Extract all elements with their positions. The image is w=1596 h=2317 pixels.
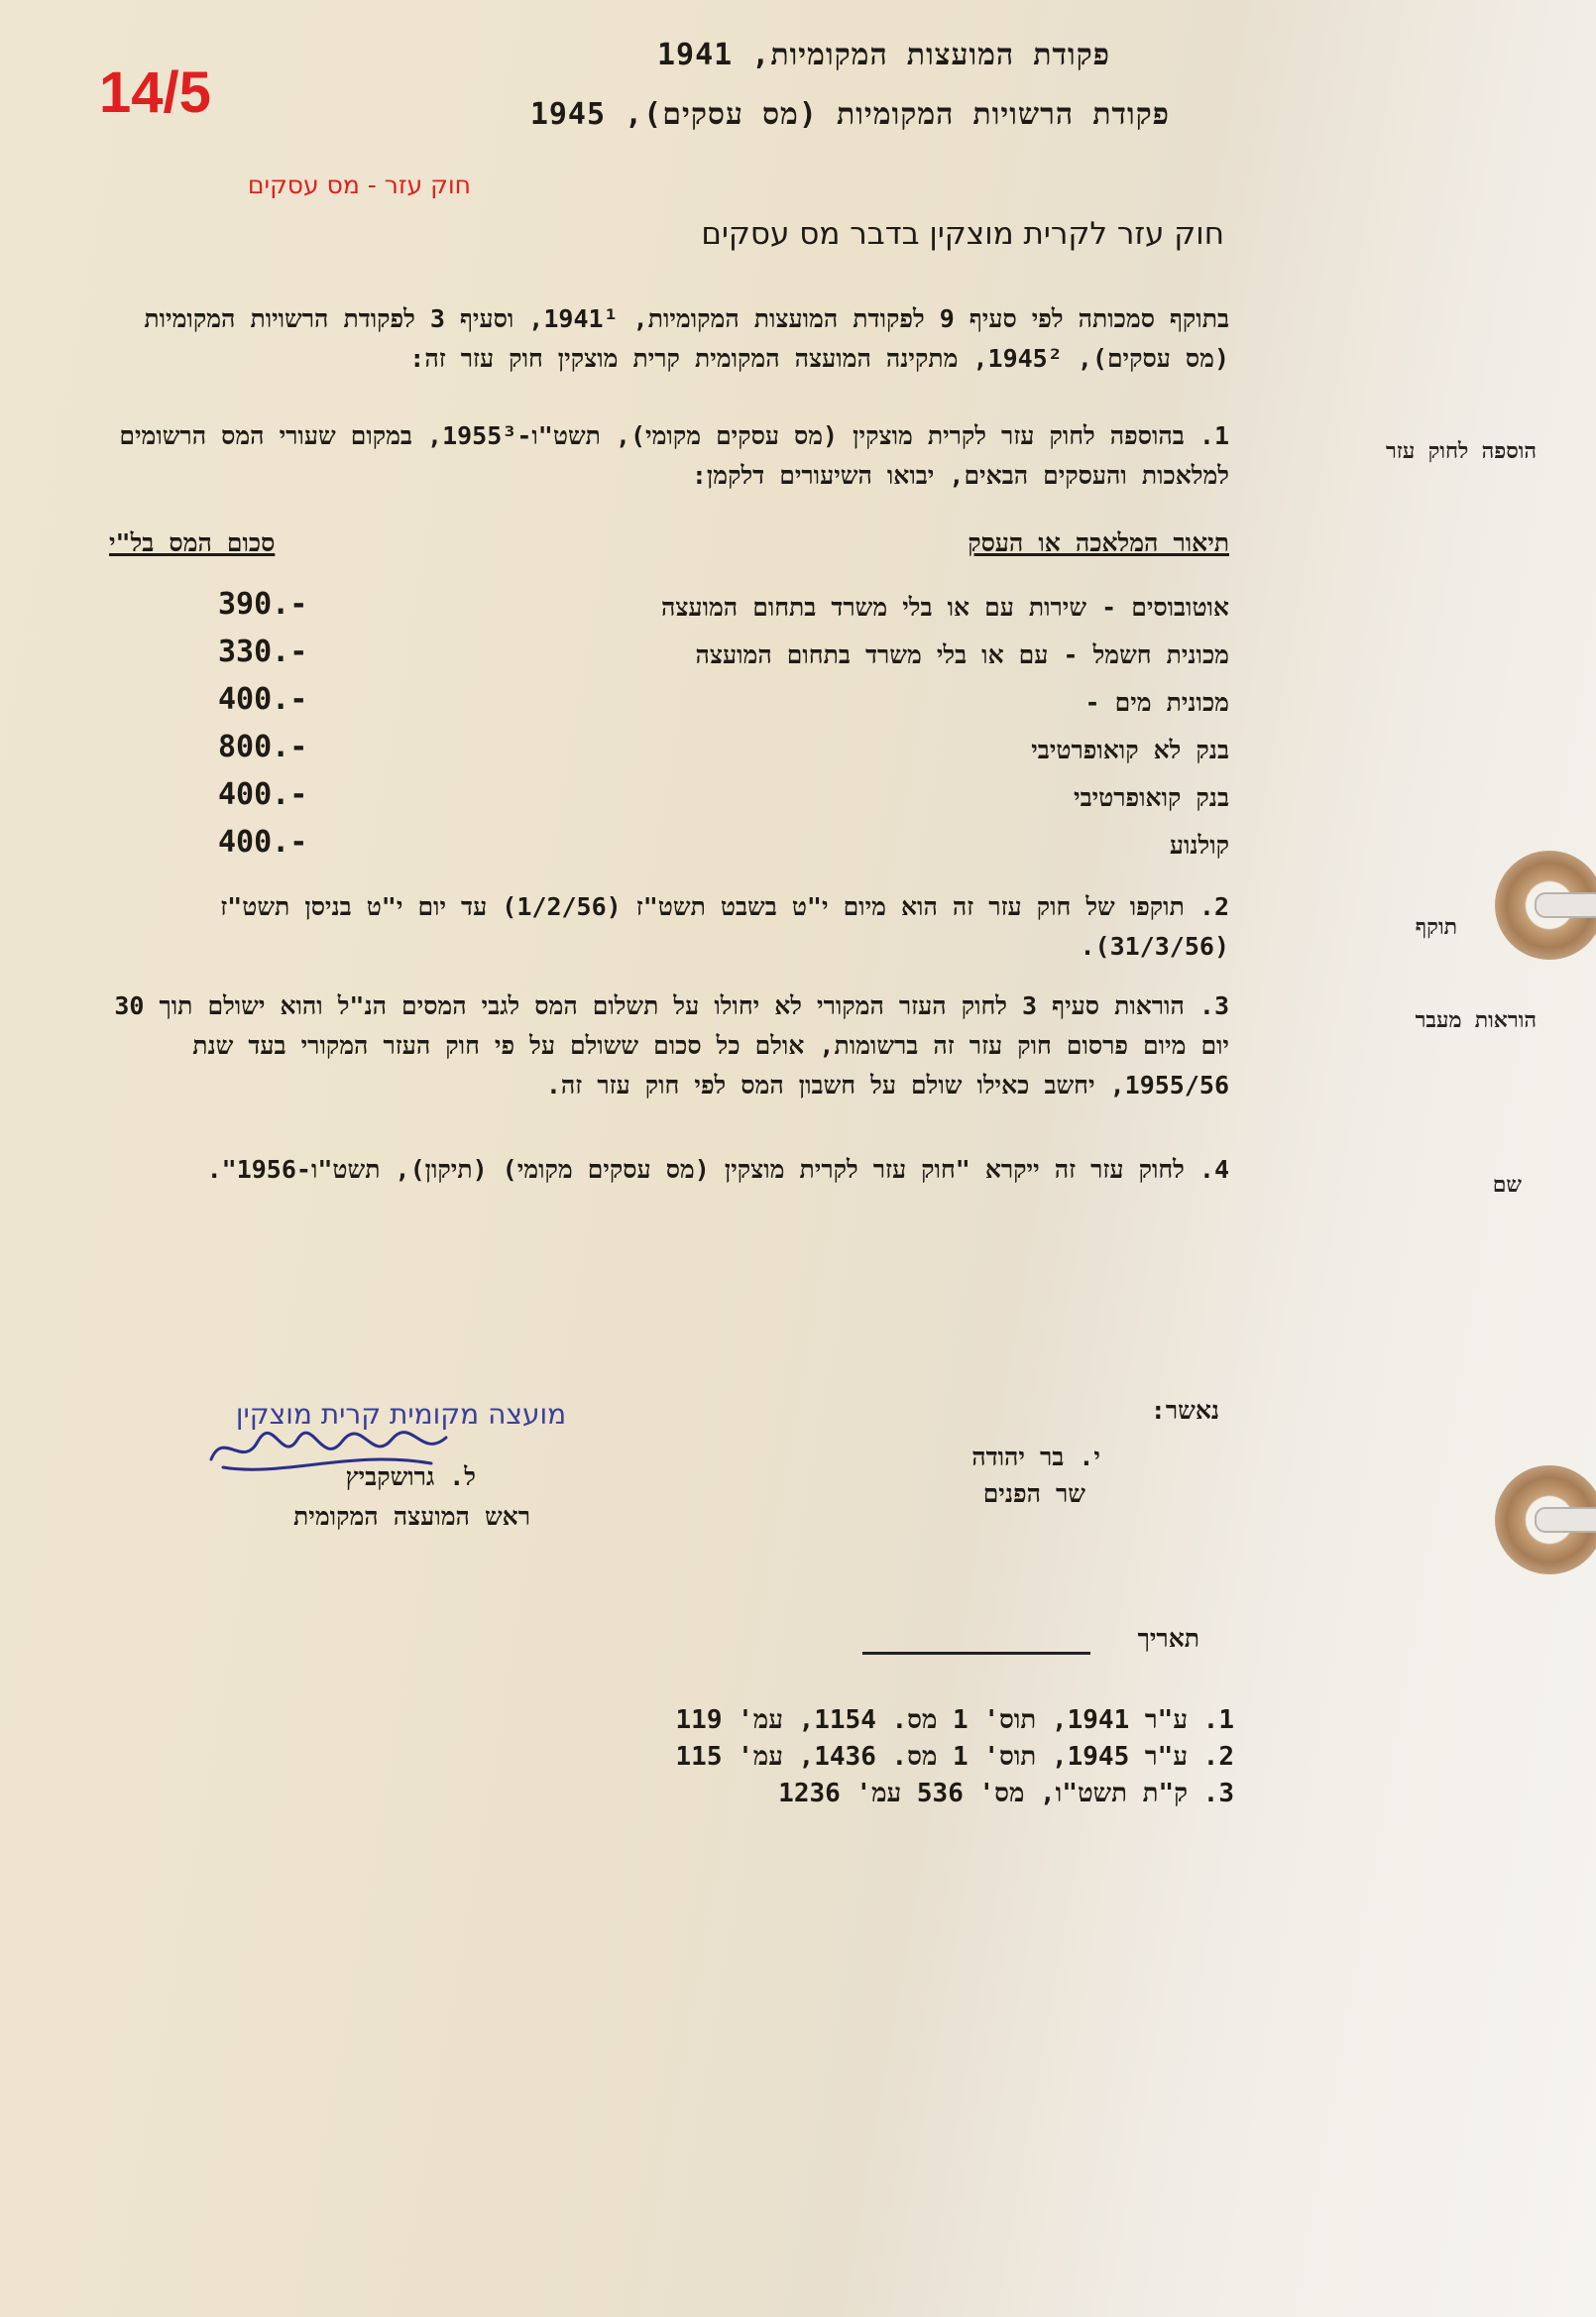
header-line-1: פקודת המועצות המקומיות, 1941 <box>656 38 1110 72</box>
table-row <box>109 635 1229 678</box>
col-business-header: תיאור המלאכה או העסק <box>968 528 1229 557</box>
table-row <box>109 682 1229 726</box>
row-amount: 800.- <box>218 730 308 764</box>
row-desc: מכונית מים - <box>1084 688 1229 717</box>
margin-note-1: הוספה לחוק עזר <box>1385 439 1537 464</box>
binder-ring <box>1535 892 1596 918</box>
col-amount-header: סכום המס בל"י <box>109 528 276 557</box>
margin-note-4: שם <box>1492 1173 1522 1198</box>
preamble: בתוקף סמכותה לפי סעיף 9 לפקודת המועצות המקומיות, 1941¹, וסעיף 3 לפקודת הרשויות המקומיות (מס עסקים), 1945², מתקינה המועצה המקומית קרית מוצקין חוק עזר זה: <box>144 304 1229 373</box>
section-1: 1. בהוספה לחוק עזר לקרית מוצקין (מס עסקים מקומי), תשט"ו-1955³, במקום שעורי המס הרשומים למלאכות והעסקים הבאים, יבואו השיעורים דלקמן: <box>119 421 1229 490</box>
row-desc: בנק לא קואופרטיבי <box>1031 736 1229 764</box>
table-row <box>109 587 1229 631</box>
document-subject: חוק עזר לקרית מוצקין בדבר מס עסקים <box>701 216 1224 252</box>
row-desc: מכונית חשמל - עם או בלי משרד בתחום המועצה <box>695 640 1229 669</box>
footnote-1: 1. ע"ר 1941, תוס' 1 מס. 1154, עמ' 119 <box>675 1705 1234 1735</box>
footnote-2: 2. ע"ר 1945, תוס' 1 מס. 1436, עמ' 115 <box>675 1742 1234 1772</box>
row-desc: קולנוע <box>1169 831 1229 860</box>
approved-label: נאשר: <box>1150 1396 1219 1425</box>
footnote-3: 3. ק"ת תשט"ו, מס' 536 עמ' 1236 <box>778 1779 1234 1808</box>
row-amount: 400.- <box>218 825 308 860</box>
row-desc: אוטובוסים - שירות עם או בלי משרד בתחום המועצה <box>660 593 1229 622</box>
binder-ring <box>1535 1507 1596 1533</box>
council-stamp: מועצה מקומית קרית מוצקין <box>235 1398 567 1431</box>
table-row <box>109 730 1229 773</box>
row-amount: 400.- <box>218 777 308 812</box>
table-row <box>109 825 1229 869</box>
table-row <box>109 777 1229 821</box>
section-2: 2. תוקפו של חוק עזר זה הוא מיום י"ט בשבט תשט"ז (1/2/56) עד יום י"ט בניסן תשט"ז (31/3/56). <box>220 892 1229 961</box>
header-line-2: פקודת הרשויות המקומיות (מס עסקים), 1945 <box>529 97 1170 132</box>
row-amount: 330.- <box>218 635 308 669</box>
row-amount: 400.- <box>218 682 308 717</box>
approver-title: שר הפנים <box>982 1479 1085 1508</box>
date-label: תאריך <box>1137 1624 1199 1653</box>
row-desc: בנק קואופרטיבי <box>1074 783 1229 812</box>
date-blank-line <box>862 1652 1090 1655</box>
margin-note-2: תוקף <box>1415 915 1457 940</box>
margin-note-3: הוראות מעבר <box>1415 1008 1537 1033</box>
row-amount: 390.- <box>218 587 308 622</box>
section-3: 3. הוראות סעיף 3 לחוק העזר המקורי לא יחולו על תשלום המס לגבי המסים הנ"ל והוא ישולם תוך 30 יום מיום פרסום חוק עזר זה ברשומות, אולם כל סכום ששולם על פי חוק העזר המקורי בעד שנת 1955/56, יחשב כאילו שולם על חשבון המס לפי חוק עזר זה. <box>114 991 1229 1100</box>
signer-name: ל. גרושקביץ <box>345 1462 476 1491</box>
signer-title: ראש המועצה המקומית <box>293 1502 530 1531</box>
approver-name: י. בר יהודה <box>971 1443 1100 1471</box>
section-4: 4. לחוק עזר זה ייקרא "חוק עזר לקרית מוצקין (מס עסקים מקומי) (תיקון), תשט"ו-1956". <box>206 1155 1229 1184</box>
top-note: חוק עזר - מס עסקים <box>247 171 471 199</box>
page-label: 14/5 <box>99 60 211 125</box>
